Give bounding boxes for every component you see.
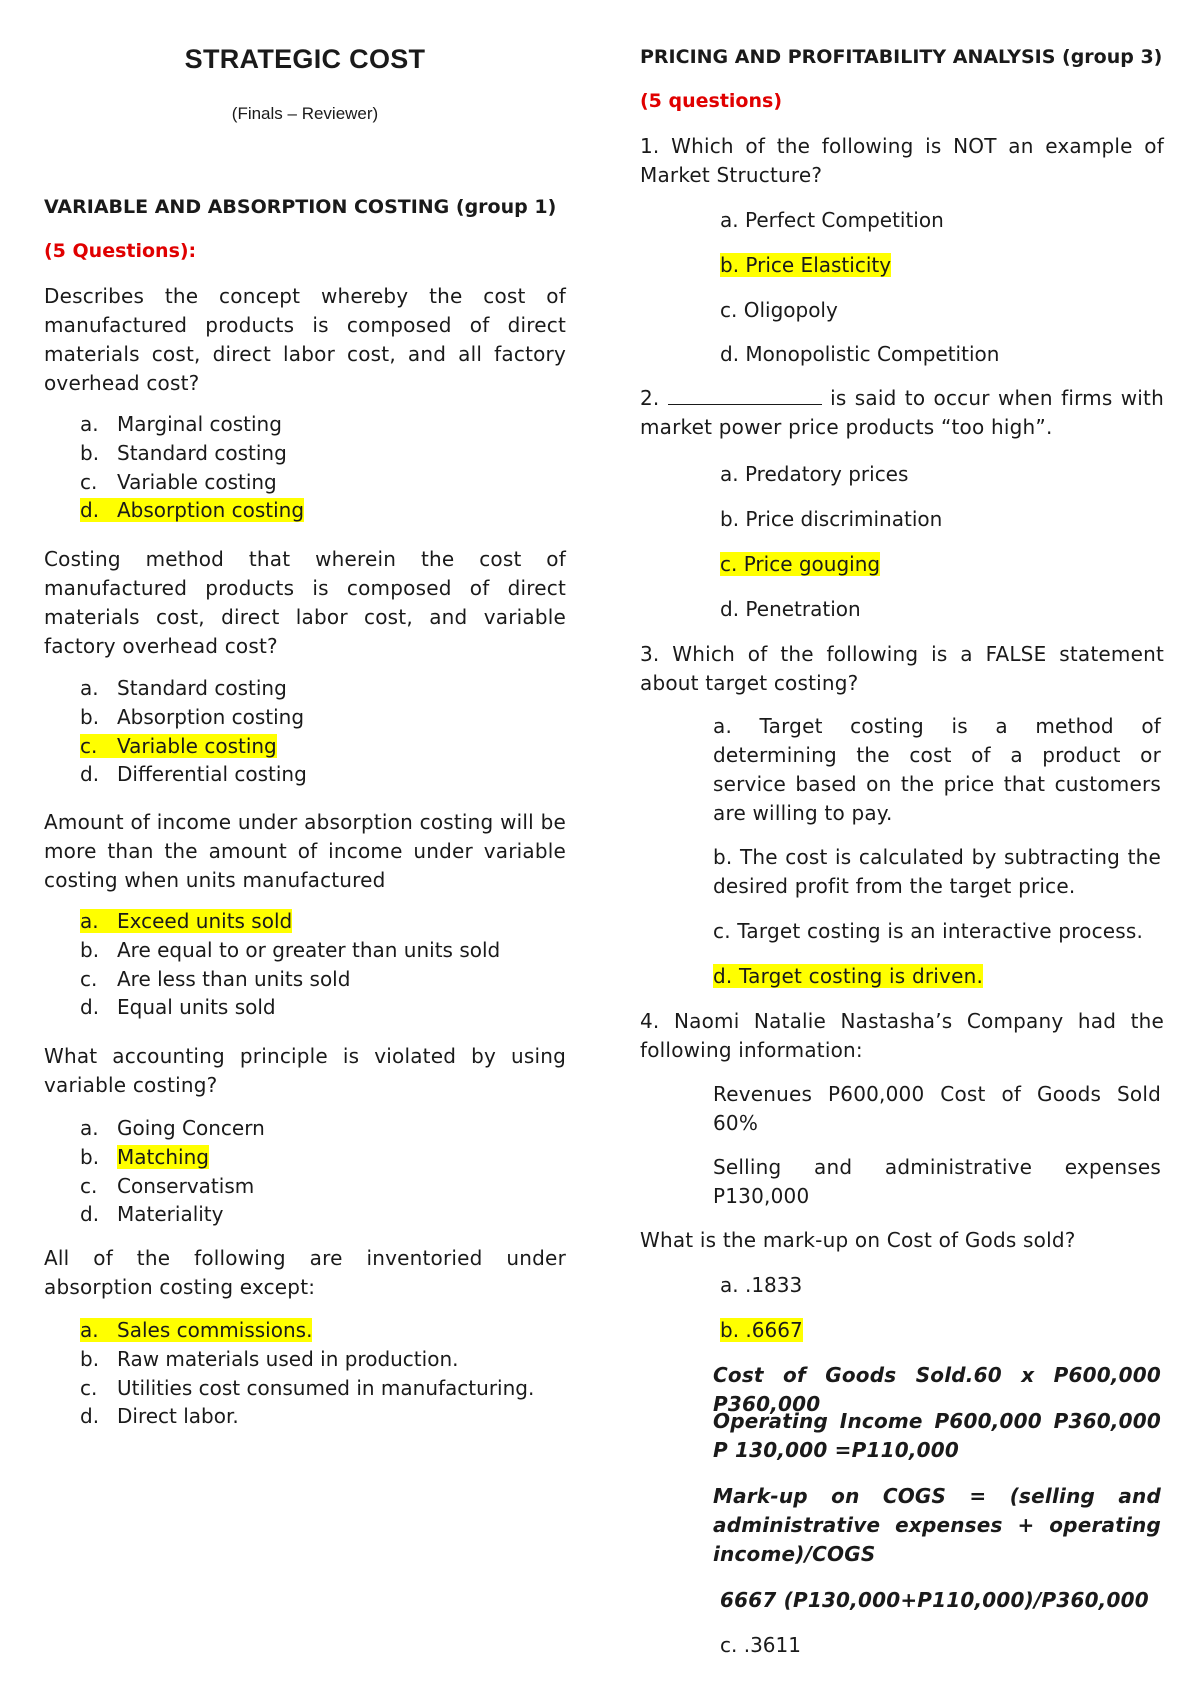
option-item-answer: b. .6667 — [720, 1318, 803, 1342]
option-item: b. Absorption costing — [80, 704, 305, 729]
section-count-group1: (5 Questions): — [44, 240, 197, 262]
question-text: Costing method that wherein the cost of manufactured products is composed of direct materials cost, direct labor cost, and variable factory overhead cost? — [44, 547, 566, 658]
option-item-answer: d. Absorption costing — [80, 498, 305, 523]
option-item: b. Price discrimination — [720, 507, 943, 531]
option-list — [80, 1114, 265, 1229]
option-item: a. .1833 — [720, 1273, 803, 1297]
option-item: d. Differential costing — [80, 762, 307, 787]
option-item: a. Going Concern — [80, 1116, 265, 1140]
question-text: What is the mark-up on Cost of Gods sold? — [640, 1228, 1076, 1252]
option-item: c. Conservatism — [80, 1173, 255, 1198]
solution-step: 6667 (P130,000+P110,000)/P360,000 — [720, 1588, 1149, 1612]
document-subtitle: (Finals – Reviewer) — [231, 104, 379, 123]
option-item-answer: a. Exceed units sold — [80, 909, 293, 933]
option-list — [80, 1316, 534, 1431]
option-item: c. .3611 — [720, 1633, 801, 1657]
option-item-answer: b. Price Elasticity — [720, 253, 892, 277]
document-title: STRATEGIC COST — [184, 44, 426, 74]
option-list — [80, 907, 500, 1022]
section-heading-group3: PRICING AND PROFITABILITY ANALYSIS (group 3) — [640, 46, 1163, 68]
option-item: a. Standard costing — [80, 676, 287, 700]
option-list — [80, 410, 304, 525]
question-text: 4. Naomi Natalie Nastasha’s Company had the following information: — [640, 1009, 1164, 1062]
option-item: b. Standard costing — [80, 440, 287, 465]
question-text: 3. Which of the following is a FALSE statement about target costing? — [640, 642, 1164, 695]
option-item-answer: d. Target costing is driven. — [713, 964, 984, 988]
section-heading-group1: VARIABLE AND ABSORPTION COSTING (group 1) — [44, 196, 557, 218]
question-text: Describes the concept whereby the cost of manufactured products is composed of direct materials cost, direct labor cost, and all factory overhead cost? — [44, 284, 566, 395]
option-item: d. Equal units sold — [80, 995, 276, 1020]
option-item: b. The cost is calculated by subtracting the desired profit from the target price. — [713, 845, 1161, 898]
question-text: 2. is said to occur when firms with market power price products “too high”. — [640, 386, 1164, 439]
option-item: c. Oligopoly — [720, 298, 838, 322]
option-item: d. Direct labor. — [80, 1404, 239, 1429]
option-item-answer: b. Matching — [80, 1144, 209, 1169]
option-item: d. Materiality — [80, 1202, 224, 1227]
question-text: What accounting principle is violated by using variable costing? — [44, 1044, 566, 1097]
option-item: c. Target costing is an interactive process. — [713, 919, 1144, 943]
option-item: a. Predatory prices — [720, 462, 909, 486]
option-item: c. Variable costing — [80, 469, 277, 494]
option-item: a. Perfect Competition — [720, 208, 944, 232]
solution-step: Mark-up on COGS = (selling and administrative expenses + operating income)/COGS — [713, 1484, 1161, 1566]
option-list — [80, 674, 307, 789]
option-item: b. Are equal to or greater than units sold — [80, 937, 501, 962]
option-item: a. Target costing is a method of determining the cost of a product or service based on the price that customers are willing to pay. — [713, 714, 1161, 825]
option-item-answer: c. Variable costing — [80, 733, 277, 758]
option-item: b. Raw materials used in production. — [80, 1346, 459, 1371]
answer-blank — [668, 386, 822, 405]
given-info: Revenues P600,000 Cost of Goods Sold 60% — [713, 1082, 1161, 1135]
option-item: c. Utilities cost consumed in manufacturing. — [80, 1375, 535, 1400]
section-count-group3: (5 questions) — [640, 90, 783, 112]
given-info: Selling and administrative expenses P130,000 — [713, 1155, 1161, 1208]
option-item: d. Monopolistic Competition — [720, 342, 1000, 366]
question-text: All of the following are inventoried under absorption costing except: — [44, 1246, 566, 1299]
question-text: Amount of income under absorption costing will be more than the amount of income under variable costing when units manufactured — [44, 810, 566, 892]
solution-step: Cost of Goods Sold.60 x P600,000 P360,000 — [713, 1363, 1161, 1416]
option-item: d. Penetration — [720, 597, 861, 621]
question-text: 1. Which of the following is NOT an example of Market Structure? — [640, 134, 1164, 187]
option-item-answer: a. Sales commissions. — [80, 1318, 313, 1342]
option-item: c. Are less than units sold — [80, 966, 351, 991]
solution-step: Operating Income P600,000 P360,000 P 130,000 =P110,000 — [713, 1409, 1161, 1462]
option-item: a. Marginal costing — [80, 412, 282, 436]
option-item-answer: c. Price gouging — [720, 552, 881, 576]
